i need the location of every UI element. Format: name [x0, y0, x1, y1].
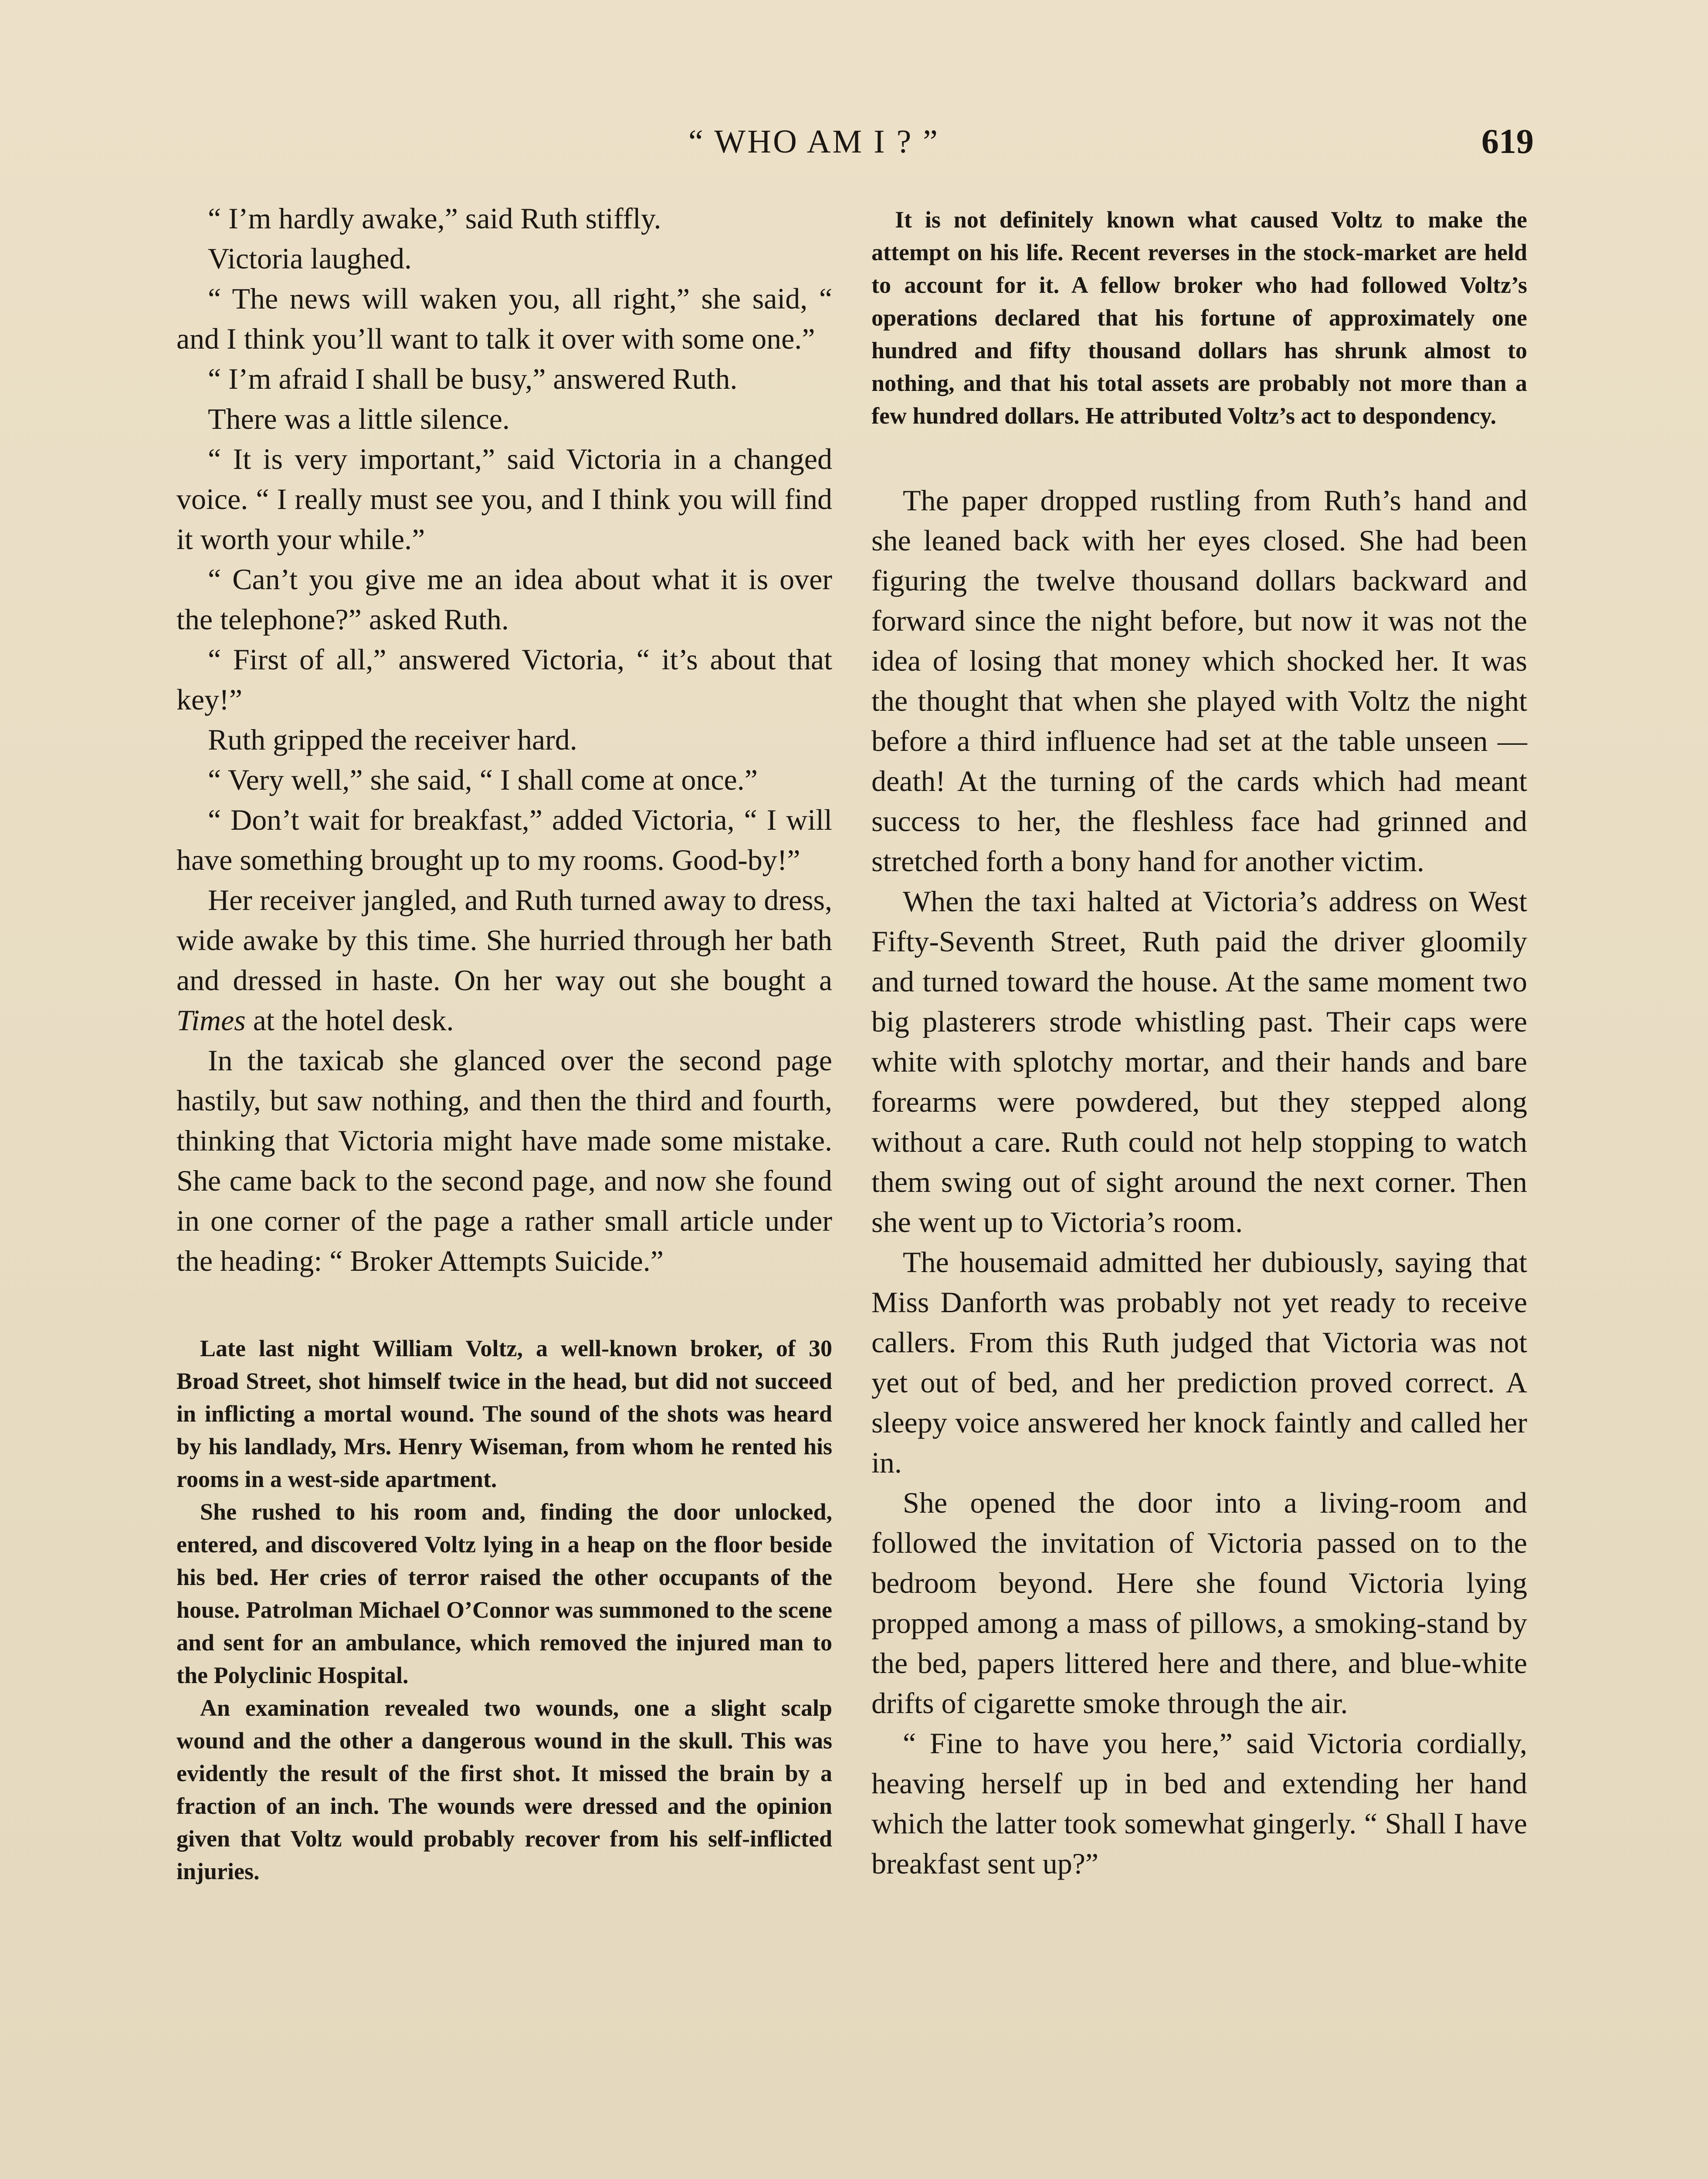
paragraph: The housemaid admitted her dubiously, saying that Miss Danforth was probably not yet ready to receive callers. From this Ruth judged that Victoria was not yet out of bed, and her prediction proved correct. A sleepy voice answered her knock faintly and called her in.	[871, 1246, 1527, 1479]
paragraph: “ I’m afraid I shall be busy,” answered Ruth.	[208, 362, 738, 395]
left-column	[176, 198, 832, 1888]
news-clipping	[176, 1332, 832, 1888]
paragraph: “ First of all,” answered Victoria, “ it’s about that key!”	[176, 643, 832, 716]
paragraph	[176, 880, 832, 1040]
paragraph: “ The news will waken you, all right,” she said, “ and I think you’ll want to talk it over with some one.”	[176, 282, 832, 355]
paragraph-text: Her receiver jangled, and Ruth turned away to dress, wide awake by this time. She hurried through her bath and dressed in haste. On her way out she bought a	[176, 883, 832, 997]
paragraph: In the taxicab she glanced over the second page hastily, but saw nothing, and then the third and fourth, thinking that Victoria might have made some mistake. She came back to the second page, and now she found in one corner of the page a rather small article under the heading: “ Broker Attempts Suicide.”	[176, 1044, 832, 1277]
paragraph: The paper dropped rustling from Ruth’s hand and she leaned back with her eyes closed. She had been figuring the twelve thousand dollars backward and forward since the night before, but now it was not the idea of losing that money which shocked her. It was the thought that when she played with Voltz the night before a third influence had set at the table unseen —death! At the turning of the cards which had meant success to her, the fleshless face had grinned and stretched forth a bony hand for another victim.	[871, 484, 1527, 878]
news-clipping	[871, 198, 1527, 432]
page-title: “ WHO AM I ? ”	[688, 123, 939, 160]
page-number: 619	[1481, 122, 1534, 161]
paragraph-text: at the hotel desk.	[253, 1004, 454, 1037]
paragraph: Victoria laughed.	[208, 242, 412, 275]
paragraph: Ruth gripped the receiver hard.	[208, 723, 577, 756]
paragraph: “ It is very important,” said Victoria in a changed voice. “ I really must see you, and I think you will find it worth your while.”	[176, 442, 832, 556]
paragraph: “ Fine to have you here,” said Victoria cordially, heaving herself up in bed and extending her hand which the latter took somewhat gingerly. “ Shall I have breakfast sent up?”	[871, 1727, 1527, 1880]
right-column	[871, 198, 1527, 1884]
paragraph: “ Can’t you give me an idea about what it is over the telephone?” asked Ruth.	[176, 563, 832, 636]
news-paragraph: It is not definitely known what caused Voltz to make the attempt on his life. Recent reverses in the stock-market are held to account for it. A fellow broker who had followed Voltz’s operations declared that his fortune of approximately one hundred and fifty thousand dollars has shrunk almost to nothing, and that his total assets are probably not more than a few hundred dollars. He attributed Voltz’s act to despondency.	[871, 207, 1527, 429]
paragraph: She opened the door into a living-room and followed the invitation of Victoria passed on to the bedroom beyond. Here she found Victoria lying propped among a mass of pillows, a smoking-stand by the bed, papers littered here and there, and blue-white drifts of cigarette smoke through the air.	[871, 1486, 1527, 1720]
news-paragraph: An examination revealed two wounds, one a slight scalp wound and the other a dangerous wound in the skull. This was evidently the result of the first shot. It missed the brain by a fraction of an inch. The wounds were dressed and the opinion given that Voltz would probably recover from his self-inflicted injuries.	[176, 1695, 832, 1884]
news-paragraph: Late last night William Voltz, a well-known broker, of 30 Broad Street, shot himself twice in the head, but did not succeed in inflicting a mortal wound. The sound of the shots was heard by his landlady, Mrs. Henry Wiseman, from whom he rented his rooms in a west-side apartment.	[176, 1335, 832, 1492]
paragraph: “ Very well,” she said, “ I shall come at once.”	[208, 763, 758, 796]
paragraph: “ Don’t wait for breakfast,” added Victoria, “ I will have something brought up to my rooms. Good-by!”	[176, 803, 832, 876]
running-header	[688, 118, 1525, 166]
newspaper-name: Times	[176, 1004, 246, 1037]
news-paragraph: She rushed to his room and, finding the door unlocked, entered, and discovered Voltz lying in a heap on the floor beside his bed. Her cries of terror raised the other occupants of the house. Patrolman Michael O’Connor was summoned to the scene and sent for an ambulance, which removed the injured man to the Polyclinic Hospital.	[176, 1499, 832, 1688]
paragraph: “ I’m hardly awake,” said Ruth stiffly.	[208, 202, 661, 235]
paragraph: There was a little silence.	[208, 402, 510, 435]
paragraph: When the taxi halted at Victoria’s address on West Fifty-Seventh Street, Ruth paid the driver gloomily and turned toward the house. At the same moment two big plasterers strode whistling past. Their caps were white with splotchy mortar, and their hands and bare forearms were powdered, but they stepped along without a care. Ruth could not help stopping to watch them swing out of sight around the next corner. Then she went up to Victoria’s room.	[871, 885, 1527, 1239]
